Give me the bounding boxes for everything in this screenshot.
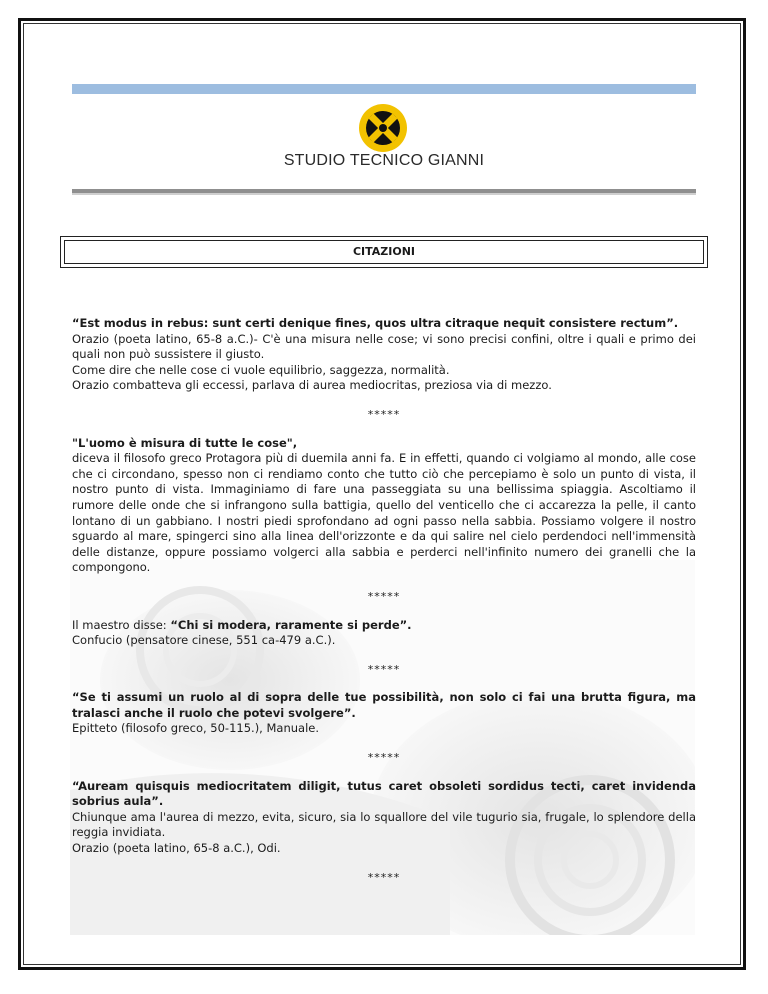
separator: ***** <box>367 870 401 884</box>
title-box <box>60 236 708 268</box>
studio-logo-icon <box>357 103 409 153</box>
quote-author: Orazio (poeta latino, 65-8 a.C.), Odi. <box>72 841 281 856</box>
page-title: CITAZIONI <box>352 245 416 258</box>
quote-explanation: diceva il filosofo greco Protagora più di duemila anni fa. E in effetti, quando ci volgiamo al mondo, alle cose che ci circondano, spesso non ci rendiamo conto che tutto ciò che percepiamo è solo un punto di vista, il nostro punto di vista. Immaginiamo di fare una passeggiata su una bellissima spiaggia. Ascoltiamo il rumore delle onde che si infrangono sulla battigia, quello del venticello che ci accarezza la pelle, il canto lontano di un gabbiano. I nostri piedi sprofondano ad ogni passo nella sabbia. Possiamo volgere il nostro sguardo al mare, spingerci sino alla linea dell'orizzonte e da qui salire nel cielo perdendoci nell'immensità delle distanze, oppure possiamo volgerci alla sabbia e perderci nell'infinito numero dei granelli che la compongono. <box>72 451 696 575</box>
separator: ***** <box>367 751 401 765</box>
quote-explanation: Orazio combatteva gli eccessi, parlava di aurea mediocritas, preziosa via di mezzo. <box>72 378 552 393</box>
quote-explanation: Come dire che nelle cose ci vuole equilibrio, saggezza, normalità. <box>72 362 450 377</box>
separator: ***** <box>367 407 401 421</box>
quote-explanation: Chiunque ama l'aurea di mezzo, evita, sicuro, sia lo squallore del vile tugurio sia, frugale, lo splendore della reggia invidiata. <box>72 809 696 840</box>
title-box-inner <box>64 240 704 264</box>
separator: ***** <box>367 589 401 603</box>
quote-text: “Est modus in rebus: sunt certi denique fines, quos ultra citraque nequit consistere rectum”. <box>72 316 679 330</box>
brand-name: STUDIO TECNICO GIANNI <box>283 152 485 169</box>
quote-explanation: Orazio (poeta latino, 65-8 a.C.)- C'è una misura nelle cose; vi sono precisi confini, oltre i quali e primo dei quali non può sussistere il giusto. <box>72 331 696 362</box>
quote-author: Confucio (pensatore cinese, 551 ca-479 a.C.). <box>72 633 336 648</box>
separator: ***** <box>367 662 401 676</box>
quote-text: Il maestro disse: “Chi si modera, raramente si perde”. <box>72 617 412 632</box>
quotes-content <box>72 316 696 898</box>
quote-text: “Auream quisquis mediocritatem diligit, tutus caret obsoleti sordidus tecti, caret invidenda sobrius aula”. <box>72 778 696 809</box>
header-bar-shadow <box>72 193 696 195</box>
quote-text: “Se ti assumi un ruolo al di sopra delle tue possibilità, non solo ci fai una brutta figura, ma tralasci anche il ruolo che potevi svolgere”. <box>72 690 696 720</box>
quote-text: "L'uomo è misura di tutte le cose", <box>72 435 298 450</box>
header-bar-top <box>72 84 696 94</box>
quote-author: Epitteto (filosofo greco, 50-115.), Manuale. <box>72 721 320 736</box>
